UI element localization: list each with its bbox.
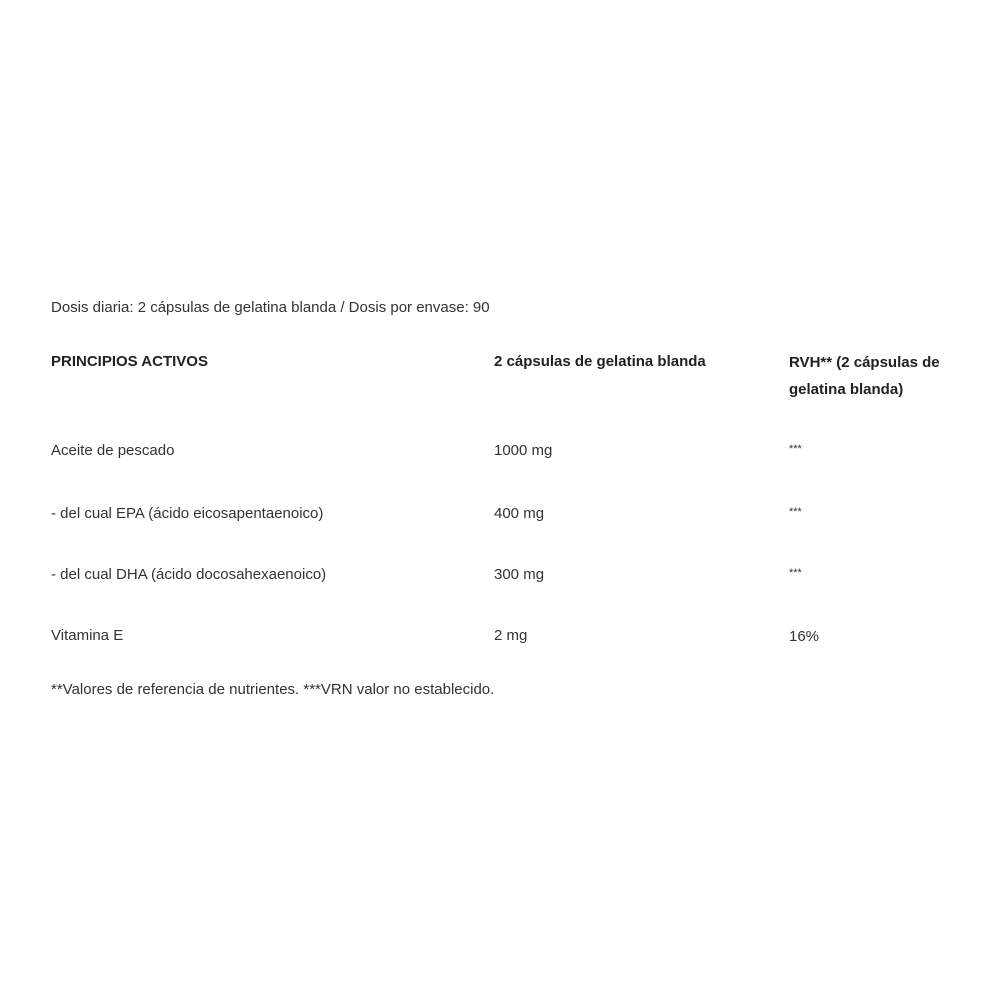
row-name: Aceite de pescado bbox=[51, 442, 175, 459]
row-amount: 2 mg bbox=[494, 627, 528, 644]
row-rvh: *** bbox=[789, 506, 802, 518]
row-amount: 400 mg bbox=[494, 505, 545, 522]
footnote: **Valores de referencia de nutrientes. ***VRN valor no establecido. bbox=[51, 681, 495, 698]
header-amount: 2 cápsulas de gelatina blanda bbox=[494, 353, 706, 370]
row-name: Vitamina E bbox=[51, 627, 124, 644]
row-rvh: *** bbox=[789, 443, 802, 455]
row-rvh: *** bbox=[789, 567, 802, 579]
header-rvh: RVH** (2 cápsulas de gelatina blanda) bbox=[789, 354, 940, 398]
header-active: PRINCIPIOS ACTIVOS bbox=[51, 353, 208, 370]
row-amount: 300 mg bbox=[494, 566, 545, 583]
row-name: - del cual EPA (ácido eicosapentaenoico) bbox=[51, 505, 324, 522]
row-rvh: 16% bbox=[789, 628, 820, 645]
row-amount: 1000 mg bbox=[494, 442, 553, 459]
row-name: - del cual DHA (ácido docosahexaenoico) bbox=[51, 566, 327, 583]
dose-line: Dosis diaria: 2 cápsulas de gelatina blanda / Dosis por envase: 90 bbox=[51, 299, 490, 316]
